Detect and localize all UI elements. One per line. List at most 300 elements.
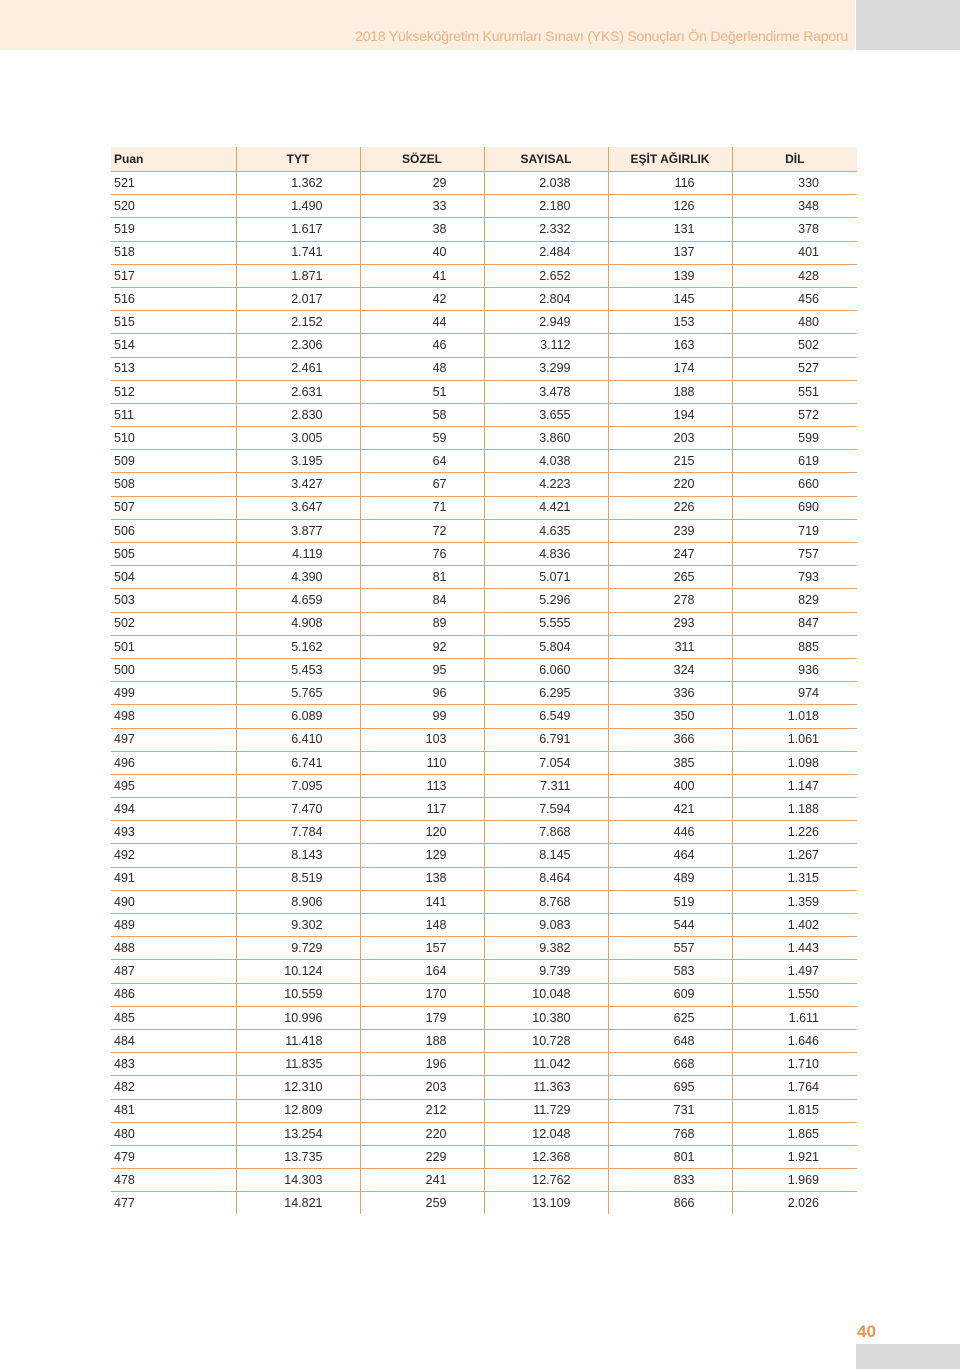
- cell-esit-agirlik: 247: [608, 543, 732, 566]
- cell-sozel: 170: [360, 983, 484, 1006]
- cell-esit-agirlik: 609: [608, 983, 732, 1006]
- cell-dil: 502: [732, 334, 857, 357]
- cell-esit-agirlik: 116: [608, 172, 732, 195]
- cell-esit-agirlik: 137: [608, 241, 732, 264]
- cell-sozel: 46: [360, 334, 484, 357]
- cell-tyt: 2.830: [236, 403, 360, 426]
- cell-esit-agirlik: 163: [608, 334, 732, 357]
- cell-sozel: 38: [360, 218, 484, 241]
- cell-puan: 498: [111, 705, 236, 728]
- cell-sayisal: 2.180: [484, 195, 608, 218]
- cell-esit-agirlik: 350: [608, 705, 732, 728]
- cell-sayisal: 12.048: [484, 1122, 608, 1145]
- cell-sayisal: 2.332: [484, 218, 608, 241]
- cell-sozel: 110: [360, 751, 484, 774]
- cell-tyt: 2.017: [236, 287, 360, 310]
- cell-tyt: 13.735: [236, 1145, 360, 1168]
- cell-esit-agirlik: 519: [608, 890, 732, 913]
- cell-puan: 506: [111, 519, 236, 542]
- cell-sayisal: 3.655: [484, 403, 608, 426]
- cell-sayisal: 9.382: [484, 937, 608, 960]
- cell-sozel: 241: [360, 1169, 484, 1192]
- cell-sozel: 120: [360, 821, 484, 844]
- cell-sayisal: 12.762: [484, 1169, 608, 1192]
- cell-dil: 1.550: [732, 983, 857, 1006]
- table-row: [111, 496, 857, 519]
- cell-puan: 503: [111, 589, 236, 612]
- table-row: [111, 937, 857, 960]
- cell-sozel: 138: [360, 867, 484, 890]
- cell-tyt: 8.519: [236, 867, 360, 890]
- cell-tyt: 2.631: [236, 380, 360, 403]
- table-row: [111, 635, 857, 658]
- table-row: [111, 774, 857, 797]
- table-row: [111, 914, 857, 937]
- cell-tyt: 12.809: [236, 1099, 360, 1122]
- cell-esit-agirlik: 385: [608, 751, 732, 774]
- cell-dil: 660: [732, 473, 857, 496]
- table-row: [111, 1122, 857, 1145]
- cell-dil: 1.710: [732, 1053, 857, 1076]
- cell-puan: 507: [111, 496, 236, 519]
- cell-tyt: 6.741: [236, 751, 360, 774]
- cell-dil: 1.815: [732, 1099, 857, 1122]
- cell-sayisal: 10.048: [484, 983, 608, 1006]
- cell-sozel: 141: [360, 890, 484, 913]
- cell-esit-agirlik: 625: [608, 1006, 732, 1029]
- cell-esit-agirlik: 311: [608, 635, 732, 658]
- cell-esit-agirlik: 215: [608, 450, 732, 473]
- cell-esit-agirlik: 489: [608, 867, 732, 890]
- cell-sayisal: 2.652: [484, 264, 608, 287]
- page-number: 40: [857, 1322, 876, 1341]
- table-row: [111, 172, 857, 195]
- cell-puan: 499: [111, 682, 236, 705]
- table-row: [111, 357, 857, 380]
- column-header-sayisal: SAYISAL: [484, 147, 608, 172]
- cell-tyt: 2.152: [236, 311, 360, 334]
- table-row: [111, 1192, 857, 1215]
- table-row: [111, 218, 857, 241]
- cell-puan: 483: [111, 1053, 236, 1076]
- cell-puan: 482: [111, 1076, 236, 1099]
- cell-dil: 1.921: [732, 1145, 857, 1168]
- cell-esit-agirlik: 801: [608, 1145, 732, 1168]
- cell-sozel: 188: [360, 1029, 484, 1052]
- cell-puan: 505: [111, 543, 236, 566]
- cell-sozel: 196: [360, 1053, 484, 1076]
- header-gray-block: [856, 0, 960, 50]
- column-header-esit-agirlik: EŞİT AĞIRLIK: [608, 147, 732, 172]
- table-row: [111, 589, 857, 612]
- cell-sozel: 103: [360, 728, 484, 751]
- cell-tyt: 1.741: [236, 241, 360, 264]
- cell-tyt: 8.143: [236, 844, 360, 867]
- cell-sayisal: 6.549: [484, 705, 608, 728]
- cell-dil: 480: [732, 311, 857, 334]
- cell-esit-agirlik: 293: [608, 612, 732, 635]
- cell-puan: 487: [111, 960, 236, 983]
- cell-sayisal: 6.791: [484, 728, 608, 751]
- table-row: [111, 264, 857, 287]
- cell-esit-agirlik: 557: [608, 937, 732, 960]
- cell-tyt: 5.162: [236, 635, 360, 658]
- table-row: [111, 1053, 857, 1076]
- cell-tyt: 1.490: [236, 195, 360, 218]
- cell-sozel: 212: [360, 1099, 484, 1122]
- cell-sozel: 41: [360, 264, 484, 287]
- cell-dil: 456: [732, 287, 857, 310]
- cell-tyt: 4.659: [236, 589, 360, 612]
- cell-tyt: 13.254: [236, 1122, 360, 1145]
- cell-tyt: 7.095: [236, 774, 360, 797]
- table-row: [111, 798, 857, 821]
- cell-tyt: 1.617: [236, 218, 360, 241]
- cell-dil: 1.359: [732, 890, 857, 913]
- cell-esit-agirlik: 366: [608, 728, 732, 751]
- cell-tyt: 1.362: [236, 172, 360, 195]
- cell-tyt: 14.821: [236, 1192, 360, 1215]
- cell-sayisal: 2.804: [484, 287, 608, 310]
- cell-puan: 519: [111, 218, 236, 241]
- cell-sayisal: 8.768: [484, 890, 608, 913]
- cell-sayisal: 11.363: [484, 1076, 608, 1099]
- cell-tyt: 4.908: [236, 612, 360, 635]
- cell-sozel: 64: [360, 450, 484, 473]
- cell-sayisal: 3.299: [484, 357, 608, 380]
- cell-sayisal: 7.868: [484, 821, 608, 844]
- table-row: [111, 543, 857, 566]
- cell-dil: 719: [732, 519, 857, 542]
- cell-tyt: 2.306: [236, 334, 360, 357]
- cell-sozel: 29: [360, 172, 484, 195]
- cell-tyt: 12.310: [236, 1076, 360, 1099]
- cell-tyt: 3.647: [236, 496, 360, 519]
- table-row: [111, 473, 857, 496]
- table-row: [111, 195, 857, 218]
- cell-sayisal: 10.380: [484, 1006, 608, 1029]
- cell-dil: 1.402: [732, 914, 857, 937]
- cell-puan: 501: [111, 635, 236, 658]
- cell-dil: 1.226: [732, 821, 857, 844]
- column-header-sozel: SÖZEL: [360, 147, 484, 172]
- cell-puan: 517: [111, 264, 236, 287]
- cell-sozel: 59: [360, 427, 484, 450]
- cell-dil: 1.865: [732, 1122, 857, 1145]
- cell-dil: 1.443: [732, 937, 857, 960]
- cell-esit-agirlik: 336: [608, 682, 732, 705]
- cell-puan: 500: [111, 658, 236, 681]
- cell-sayisal: 11.729: [484, 1099, 608, 1122]
- cell-sayisal: 11.042: [484, 1053, 608, 1076]
- cell-tyt: 2.461: [236, 357, 360, 380]
- cell-sayisal: 6.060: [484, 658, 608, 681]
- cell-tyt: 5.453: [236, 658, 360, 681]
- cell-sozel: 220: [360, 1122, 484, 1145]
- cell-dil: 330: [732, 172, 857, 195]
- cell-tyt: 9.302: [236, 914, 360, 937]
- cell-puan: 512: [111, 380, 236, 403]
- cell-tyt: 6.089: [236, 705, 360, 728]
- cell-sozel: 67: [360, 473, 484, 496]
- cell-tyt: 8.906: [236, 890, 360, 913]
- cell-sayisal: 9.083: [484, 914, 608, 937]
- cell-dil: 793: [732, 566, 857, 589]
- cell-sozel: 33: [360, 195, 484, 218]
- cell-sayisal: 13.109: [484, 1192, 608, 1215]
- table-row: [111, 867, 857, 890]
- cell-dil: 936: [732, 658, 857, 681]
- table-row: [111, 1006, 857, 1029]
- cell-dil: 1.646: [732, 1029, 857, 1052]
- table-row: [111, 728, 857, 751]
- table-row: [111, 751, 857, 774]
- cell-esit-agirlik: 194: [608, 403, 732, 426]
- table-row: [111, 821, 857, 844]
- cell-puan: 495: [111, 774, 236, 797]
- cell-puan: 504: [111, 566, 236, 589]
- table-row: [111, 450, 857, 473]
- cell-puan: 480: [111, 1122, 236, 1145]
- cell-sayisal: 9.739: [484, 960, 608, 983]
- cell-puan: 521: [111, 172, 236, 195]
- cell-dil: 1.764: [732, 1076, 857, 1099]
- cell-dil: 572: [732, 403, 857, 426]
- cell-puan: 479: [111, 1145, 236, 1168]
- cell-sozel: 148: [360, 914, 484, 937]
- cell-dil: 1.098: [732, 751, 857, 774]
- table-row: [111, 705, 857, 728]
- cell-dil: 551: [732, 380, 857, 403]
- cell-esit-agirlik: 866: [608, 1192, 732, 1215]
- cell-puan: 490: [111, 890, 236, 913]
- cell-puan: 478: [111, 1169, 236, 1192]
- cell-tyt: 6.410: [236, 728, 360, 751]
- cell-esit-agirlik: 226: [608, 496, 732, 519]
- cell-dil: 1.611: [732, 1006, 857, 1029]
- cell-tyt: 7.470: [236, 798, 360, 821]
- cell-sayisal: 10.728: [484, 1029, 608, 1052]
- cell-tyt: 4.390: [236, 566, 360, 589]
- table-row: [111, 427, 857, 450]
- cell-sayisal: 5.071: [484, 566, 608, 589]
- cell-tyt: 10.559: [236, 983, 360, 1006]
- table-row: [111, 519, 857, 542]
- score-table: [111, 147, 857, 1214]
- cell-sayisal: 5.555: [484, 612, 608, 635]
- cell-sozel: 164: [360, 960, 484, 983]
- cell-sayisal: 8.464: [484, 867, 608, 890]
- cell-dil: 1.061: [732, 728, 857, 751]
- table-row: [111, 311, 857, 334]
- cell-puan: 502: [111, 612, 236, 635]
- table-body: [111, 172, 857, 1215]
- table-row: [111, 566, 857, 589]
- cell-dil: 1.147: [732, 774, 857, 797]
- cell-sozel: 259: [360, 1192, 484, 1215]
- cell-dil: 527: [732, 357, 857, 380]
- cell-dil: 690: [732, 496, 857, 519]
- cell-esit-agirlik: 421: [608, 798, 732, 821]
- cell-puan: 518: [111, 241, 236, 264]
- table-row: [111, 658, 857, 681]
- cell-sozel: 95: [360, 658, 484, 681]
- cell-dil: 1.188: [732, 798, 857, 821]
- cell-sozel: 129: [360, 844, 484, 867]
- cell-dil: 1.497: [732, 960, 857, 983]
- cell-sayisal: 4.836: [484, 543, 608, 566]
- cell-dil: 428: [732, 264, 857, 287]
- cell-sayisal: 5.296: [484, 589, 608, 612]
- cell-dil: 348: [732, 195, 857, 218]
- cell-sozel: 179: [360, 1006, 484, 1029]
- cell-dil: 378: [732, 218, 857, 241]
- cell-dil: 1.018: [732, 705, 857, 728]
- cell-dil: 757: [732, 543, 857, 566]
- cell-esit-agirlik: 833: [608, 1169, 732, 1192]
- cell-tyt: 5.765: [236, 682, 360, 705]
- cell-esit-agirlik: 265: [608, 566, 732, 589]
- cell-puan: 497: [111, 728, 236, 751]
- cell-sayisal: 6.295: [484, 682, 608, 705]
- cell-esit-agirlik: 174: [608, 357, 732, 380]
- cell-dil: 1.315: [732, 867, 857, 890]
- cell-esit-agirlik: 648: [608, 1029, 732, 1052]
- cell-esit-agirlik: 731: [608, 1099, 732, 1122]
- cell-sozel: 40: [360, 241, 484, 264]
- column-header-puan: Puan: [111, 147, 236, 172]
- cell-sayisal: 2.484: [484, 241, 608, 264]
- cell-puan: 485: [111, 1006, 236, 1029]
- table-row: [111, 983, 857, 1006]
- cell-sozel: 48: [360, 357, 484, 380]
- cell-esit-agirlik: 400: [608, 774, 732, 797]
- footer-gray-block: [856, 1344, 960, 1369]
- cell-sayisal: 2.038: [484, 172, 608, 195]
- cell-tyt: 3.427: [236, 473, 360, 496]
- table-row: [111, 1145, 857, 1168]
- cell-tyt: 9.729: [236, 937, 360, 960]
- cell-sayisal: 12.368: [484, 1145, 608, 1168]
- cell-sozel: 76: [360, 543, 484, 566]
- table-row: [111, 241, 857, 264]
- cell-sayisal: 4.421: [484, 496, 608, 519]
- cell-dil: 401: [732, 241, 857, 264]
- cell-esit-agirlik: 583: [608, 960, 732, 983]
- cell-sozel: 229: [360, 1145, 484, 1168]
- table-row: [111, 403, 857, 426]
- cell-sozel: 99: [360, 705, 484, 728]
- cell-esit-agirlik: 239: [608, 519, 732, 542]
- cell-esit-agirlik: 131: [608, 218, 732, 241]
- cell-puan: 513: [111, 357, 236, 380]
- cell-tyt: 1.871: [236, 264, 360, 287]
- cell-esit-agirlik: 446: [608, 821, 732, 844]
- cell-dil: 2.026: [732, 1192, 857, 1215]
- cell-sayisal: 4.038: [484, 450, 608, 473]
- cell-tyt: 14.303: [236, 1169, 360, 1192]
- cell-esit-agirlik: 220: [608, 473, 732, 496]
- cell-dil: 1.267: [732, 844, 857, 867]
- table-row: [111, 844, 857, 867]
- cell-tyt: 3.195: [236, 450, 360, 473]
- cell-esit-agirlik: 153: [608, 311, 732, 334]
- cell-dil: 829: [732, 589, 857, 612]
- column-header-dil: DİL: [732, 147, 857, 172]
- cell-dil: 974: [732, 682, 857, 705]
- cell-puan: 484: [111, 1029, 236, 1052]
- cell-esit-agirlik: 145: [608, 287, 732, 310]
- table-row: [111, 380, 857, 403]
- cell-sozel: 72: [360, 519, 484, 542]
- cell-sozel: 89: [360, 612, 484, 635]
- table-row: [111, 1099, 857, 1122]
- cell-puan: 511: [111, 403, 236, 426]
- cell-sozel: 71: [360, 496, 484, 519]
- cell-sozel: 157: [360, 937, 484, 960]
- cell-sayisal: 8.145: [484, 844, 608, 867]
- cell-sozel: 113: [360, 774, 484, 797]
- cell-esit-agirlik: 768: [608, 1122, 732, 1145]
- cell-sozel: 81: [360, 566, 484, 589]
- cell-puan: 486: [111, 983, 236, 1006]
- cell-sayisal: 7.054: [484, 751, 608, 774]
- cell-esit-agirlik: 188: [608, 380, 732, 403]
- cell-dil: 619: [732, 450, 857, 473]
- table-row: [111, 612, 857, 635]
- cell-puan: 508: [111, 473, 236, 496]
- cell-sozel: 51: [360, 380, 484, 403]
- cell-tyt: 10.124: [236, 960, 360, 983]
- cell-esit-agirlik: 126: [608, 195, 732, 218]
- cell-sayisal: 4.635: [484, 519, 608, 542]
- cell-puan: 492: [111, 844, 236, 867]
- cell-esit-agirlik: 464: [608, 844, 732, 867]
- cell-puan: 481: [111, 1099, 236, 1122]
- cell-esit-agirlik: 668: [608, 1053, 732, 1076]
- cell-tyt: 3.877: [236, 519, 360, 542]
- cell-tyt: 4.119: [236, 543, 360, 566]
- cell-sayisal: 3.112: [484, 334, 608, 357]
- cell-dil: 885: [732, 635, 857, 658]
- cell-puan: 494: [111, 798, 236, 821]
- cell-puan: 520: [111, 195, 236, 218]
- cell-sozel: 44: [360, 311, 484, 334]
- cell-dil: 599: [732, 427, 857, 450]
- report-title: 2018 Yükseköğretim Kurumları Sınavı (YKS) Sonuçları Ön Değerlendirme Raporu: [355, 28, 848, 44]
- cell-tyt: 3.005: [236, 427, 360, 450]
- cell-tyt: 7.784: [236, 821, 360, 844]
- cell-puan: 516: [111, 287, 236, 310]
- cell-dil: 847: [732, 612, 857, 635]
- cell-tyt: 11.418: [236, 1029, 360, 1052]
- cell-puan: 515: [111, 311, 236, 334]
- table-row: [111, 1029, 857, 1052]
- cell-esit-agirlik: 324: [608, 658, 732, 681]
- cell-sozel: 203: [360, 1076, 484, 1099]
- score-table-container: [111, 147, 857, 1214]
- cell-tyt: 11.835: [236, 1053, 360, 1076]
- cell-sayisal: 2.949: [484, 311, 608, 334]
- cell-sozel: 96: [360, 682, 484, 705]
- cell-sayisal: 7.594: [484, 798, 608, 821]
- table-row: [111, 287, 857, 310]
- cell-sozel: 92: [360, 635, 484, 658]
- table-row: [111, 334, 857, 357]
- cell-sozel: 84: [360, 589, 484, 612]
- cell-puan: 514: [111, 334, 236, 357]
- cell-dil: 1.969: [732, 1169, 857, 1192]
